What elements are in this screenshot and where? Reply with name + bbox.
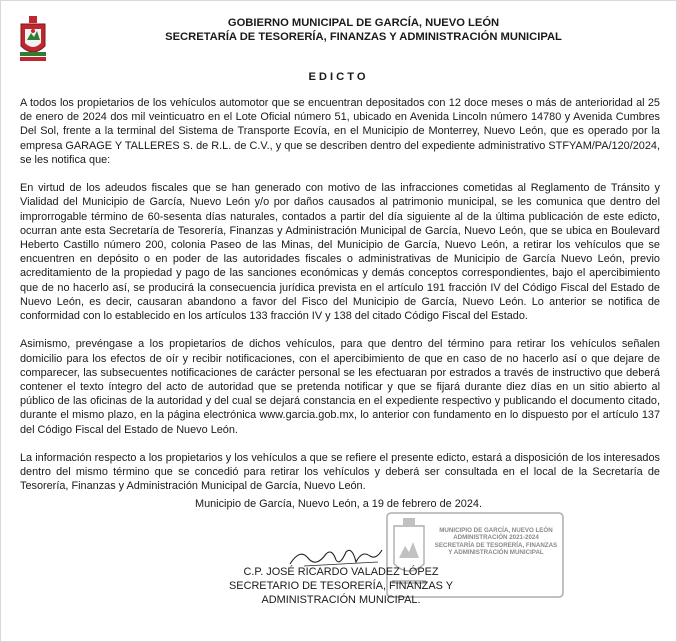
stamp-line: ADMINISTRACIÓN 2021-2024 [453,534,539,542]
municipal-crest-icon [18,16,48,64]
document-header [61,16,666,44]
paragraph: A todos los propietarios de los vehículos automotor que se encuentran depositados con 12 doce meses o más de anterioridad al 25 de enero de 2024 dos mil veinticuatro en el Lote Oficial número 51, ubicado en Avenida Lincoln número 14780 y Avenida Cumbres Del Sol, frente a la terminal del Sistema de Transporte Ecovía, en el Municipio de Monterrey, Nuevo León, que es operado por la empresa GARAGE Y TALLERES S. de R.L. de C.V., y que se describen dentro del expediente administrativo STFYAM/PA/120/2024, se les notifica que: [20,97,660,166]
stamp-line: MUNICIPIO DE GARCÍA, NUEVO LEÓN [439,527,553,534]
stamp-line: SECRETARÍA DE TESORERÍA, FINANZAS [434,541,558,549]
paragraph: Asimismo, prevéngase a los propietarios de dichos vehículos, para que dentro del término para retirar los vehículos señalen domicilio para los efectos de oír y recibir notificaciones, con el apercibimiento de que en caso de no hacerlo así o que dejare de comparecer, las subsecuentes notificaciones de carácter personal se les efectuaran por estrados a través de instructivo que deberá contener el texto íntegro del acto de autoridad que se pretenda notificar y que se fijará durante diez días en un sitio abierto al público de las oficinas de la autoridad y del cual se dejará constancia en el expediente respectivo y publicando el documento citado, durante el mismo plazo, en la página electrónica www.garcia.gob.mx, lo anterior con fundamento en lo dispuesto por el artículo 137 del Código Fiscal del Estado de Nuevo León. [20,338,660,436]
signer-name: C.P. JOSÉ RICARDO VALADEZ LÓPEZ [243,566,439,578]
paragraph: La información respecto a los propietarios y los vehículos a que se refiere el presente edicto, estará a disposición de los interesados dentro del mismo término que se concedió para retirar los vehículos y deberá ser consultada en el local de la Secretaría de Tesorería, Finanzas y Administración Municipal de García, Nuevo León. [20,452,660,493]
document-body [20,96,660,508]
signer-title: ADMINISTRACIÓN MUNICIPAL. [261,594,421,606]
paragraph: En virtud de los adeudos fiscales que se han generado con motivo de las infracciones cometidas al Reglamento de Tránsito y Vialidad del Municipio de García, Nuevo León y/o por daños causados al patrimonio municipal, se les comunica que dentro del improrrogable término de 60-sesenta días naturales, contados a partir del día siguiente al de la última publicación de este edicto, ocurran ante esta Secretaría de Tesorería, Finanzas y Administración Municipal de García, Nuevo León, que se ubica en Boulevard Heberto Castillo número 200, colonia Paseo de las Minas, del Municipio de García, Nuevo León, a retirar los vehículos que se encuentren en depósito o en poder de las autoridades fiscales o administrativas de Municipio de García Nuevo León, previo acreditamiento de la propiedad y pago de las sanciones económicas y demás conceptos correspondientes, bajo el apercibimiento que de no hacerlo así, se producirá la consecuencia jurídica prevista en el artículo 191 fracción IV del Código Fiscal del Estado de Nuevo León, es decir, causaran abandono a favor del Fisco del Municipio de García, Nuevo León. Lo anterior se notifica de conformidad con lo establecido en los artículos 133 fracción IV y 138 del citado Código Fiscal del Estado. [20,182,660,323]
stamp-line: Y ADMINISTRACIÓN MUNICIPAL [448,549,544,557]
dateline: Municipio de García, Nuevo León, a 19 de febrero de 2024. [195,498,482,510]
signer-title: SECRETARIO DE TESORERÍA, FINANZAS Y [229,580,453,592]
header-secretariat: SECRETARÍA DE TESORERÍA, FINANZAS Y ADMINISTRACIÓN MUNICIPAL [165,31,562,43]
signature-block [201,565,481,607]
header-government: GOBIERNO MUNICIPAL DE GARCÍA, NUEVO LEÓN [227,17,500,29]
stamp-text [431,527,561,557]
document-title: EDICTO [308,71,369,83]
